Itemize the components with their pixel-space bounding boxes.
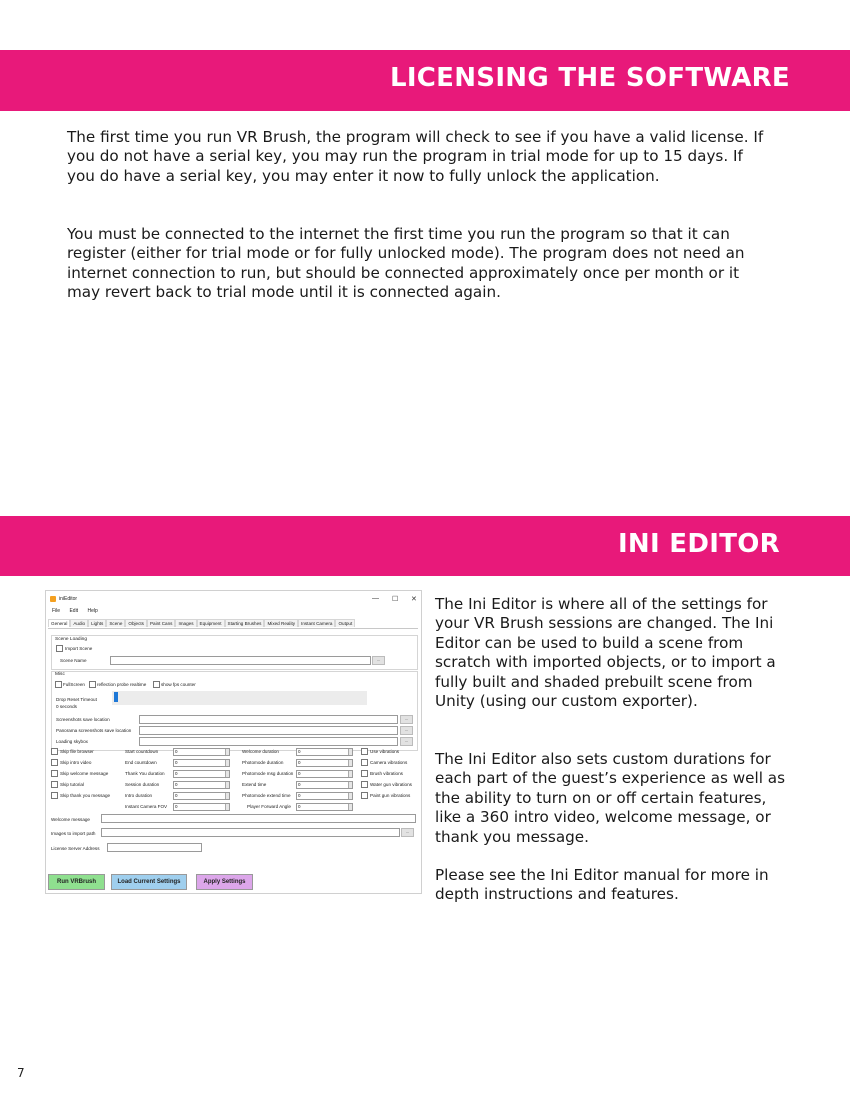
field-label: Intro duration xyxy=(125,793,153,798)
load-settings-button[interactable]: Load Current Settings xyxy=(111,874,187,890)
license-server-input[interactable] xyxy=(107,843,202,852)
field-label: Thank You duration xyxy=(125,771,165,776)
extend-time-stepper[interactable]: 0 xyxy=(296,781,353,789)
tab-general[interactable]: General xyxy=(48,619,70,627)
drop-reset-slider[interactable] xyxy=(112,691,367,705)
field-label: Welcome message xyxy=(51,817,90,822)
app-icon xyxy=(50,596,56,602)
tab-mixed-reality[interactable]: Mixed Reality xyxy=(264,619,298,627)
checkbox-label: Skip intro video xyxy=(60,760,92,765)
checkbox-label: FullScreen xyxy=(63,682,85,687)
use-vibrations-checkbox[interactable] xyxy=(361,748,368,755)
skip-intro-video-checkbox[interactable] xyxy=(51,759,58,766)
field-label: End countdown xyxy=(125,760,157,765)
screenshots-path-input[interactable] xyxy=(139,715,398,724)
panorama-path-input[interactable] xyxy=(139,726,398,735)
paragraph: The Ini Editor also sets custom durations for each part of the guest’s experience as well as the ability to turn on or off certain features, like a 360 intro video, welcome message, or thank you message. xyxy=(435,750,785,846)
menu-bar xyxy=(52,608,106,616)
menu-file[interactable]: File xyxy=(52,608,61,614)
browse-button[interactable]: ... xyxy=(401,828,414,837)
scene-name-input[interactable] xyxy=(110,656,371,665)
skip-welcome-checkbox[interactable] xyxy=(51,770,58,777)
instant-camera-fov-stepper[interactable]: 0 xyxy=(173,803,230,811)
menu-edit[interactable]: Edit xyxy=(69,608,79,614)
tab-lights[interactable]: Lights xyxy=(88,619,106,627)
import-scene-checkbox[interactable] xyxy=(56,645,63,652)
end-countdown-stepper[interactable]: 0 xyxy=(173,759,230,767)
paragraph: You must be connected to the internet the first time you run the program so that it can register (either for trial mode or for fully unlocked mode). The program does not need an internet connection to run, but should be connected approximately once per month or it may revert back to trial mode until it is connected again. xyxy=(67,225,745,302)
section-heading: LICENSING THE SOFTWARE xyxy=(389,63,790,93)
field-label: Drop Reset Timeout xyxy=(56,697,97,702)
tab-output[interactable]: Output xyxy=(335,619,355,627)
reflection-checkbox[interactable] xyxy=(89,681,96,688)
close-icon[interactable]: ✕ xyxy=(411,596,417,603)
welcome-duration-stepper[interactable]: 0 xyxy=(296,748,353,756)
player-forward-angle-stepper[interactable]: 0 xyxy=(296,803,353,811)
menu-help[interactable]: Help xyxy=(87,608,98,614)
field-label: Loading skybox xyxy=(56,739,88,744)
checkbox-label: Water gun vibrations xyxy=(370,782,412,787)
checkbox-label: Import Scene xyxy=(65,646,93,651)
checkbox-label: Paint gun vibrations xyxy=(370,793,411,798)
field-label: Instant Camera FOV xyxy=(125,804,168,809)
skip-tutorial-checkbox[interactable] xyxy=(51,781,58,788)
thank-you-duration-stepper[interactable]: 0 xyxy=(173,770,230,778)
photomode-duration-stepper[interactable]: 0 xyxy=(296,759,353,767)
field-label: Photomode extend time xyxy=(242,793,291,798)
window-title: iniEditor xyxy=(59,596,78,602)
tab-scene[interactable]: Scene xyxy=(106,619,125,627)
tab-instant-camera[interactable]: Instant Camera xyxy=(298,619,335,627)
section-banner-ini-editor xyxy=(0,516,850,576)
page-number: 7 xyxy=(17,1066,25,1080)
skip-thank-you-checkbox[interactable] xyxy=(51,792,58,799)
photomode-msg-stepper[interactable]: 0 xyxy=(296,770,353,778)
minimize-icon[interactable]: — xyxy=(372,595,379,602)
brush-vibrations-checkbox[interactable] xyxy=(361,770,368,777)
checkbox-label: Brush vibrations xyxy=(370,771,403,776)
slider-thumb[interactable] xyxy=(114,692,118,702)
paint-gun-vibrations-checkbox[interactable] xyxy=(361,792,368,799)
session-duration-stepper[interactable]: 0 xyxy=(173,781,230,789)
browse-button[interactable]: ... xyxy=(400,715,413,724)
tab-starting-brushes[interactable]: Starting Brushes xyxy=(225,619,265,627)
tab-objects[interactable]: Objects xyxy=(125,619,147,627)
paragraph: Please see the Ini Editor manual for more in depth instructions and features. xyxy=(435,866,769,904)
group-label: Scene Loading xyxy=(55,637,88,642)
camera-vibrations-checkbox[interactable] xyxy=(361,759,368,766)
browse-button[interactable]: ... xyxy=(372,656,385,665)
checkbox-label: reflection probe realtime xyxy=(97,682,147,687)
fullscreen-checkbox[interactable] xyxy=(55,681,62,688)
water-gun-vibrations-checkbox[interactable] xyxy=(361,781,368,788)
checkbox-label: Skip thank you message xyxy=(60,793,111,798)
field-label: Welcome duration xyxy=(242,749,279,754)
field-label: Photomode msg duration xyxy=(242,771,294,776)
tab-paint-cans[interactable]: Paint Cans xyxy=(147,619,175,627)
maximize-icon[interactable]: ☐ xyxy=(392,596,399,603)
tab-strip xyxy=(48,619,418,629)
browse-button[interactable]: ... xyxy=(400,726,413,735)
checkbox-label: Skip welcome message xyxy=(60,771,109,776)
field-label: License Server Address xyxy=(51,846,100,851)
field-label: Session duration xyxy=(125,782,160,787)
section-heading: INI EDITOR xyxy=(617,529,780,559)
field-label: Photomode duration xyxy=(242,760,284,765)
checkbox-label: Use vibrations xyxy=(370,749,400,754)
browse-button[interactable]: ... xyxy=(400,737,413,746)
skybox-input[interactable] xyxy=(139,737,398,746)
field-label: Panorama screenshots save location xyxy=(56,728,132,733)
run-vrbrush-button[interactable]: Run VRBrush xyxy=(48,874,105,890)
photomode-extend-stepper[interactable]: 0 xyxy=(296,792,353,800)
checkbox-label: Skip tutorial xyxy=(60,782,85,787)
apply-settings-button[interactable]: Apply Settings xyxy=(196,874,253,890)
welcome-message-input[interactable] xyxy=(101,814,416,823)
checkbox-label: Camera vibrations xyxy=(370,760,408,765)
tab-images[interactable]: Images xyxy=(175,619,196,627)
slider-value: 0 seconds xyxy=(56,704,77,709)
window-titlebar xyxy=(50,595,418,605)
intro-duration-stepper[interactable]: 0 xyxy=(173,792,230,800)
tab-audio[interactable]: Audio xyxy=(70,619,88,627)
skip-file-browser-checkbox[interactable] xyxy=(51,748,58,755)
field-label: Screenshots save location xyxy=(56,717,110,722)
section-banner-licensing xyxy=(0,50,850,111)
field-label: Scene Name xyxy=(60,658,87,663)
field-label: Images to import path xyxy=(51,831,96,836)
tab-equipment[interactable]: Equipment xyxy=(197,619,225,627)
checkbox-label: Skip file browser xyxy=(60,749,94,754)
start-countdown-stepper[interactable]: 0 xyxy=(173,748,230,756)
ini-editor-screenshot xyxy=(45,590,422,894)
field-label: Player Forward Angle xyxy=(247,804,291,809)
field-label: Start countdown xyxy=(125,749,159,754)
checkbox-label: show fps counter xyxy=(161,682,196,687)
group-label: Misc xyxy=(55,672,65,677)
fps-counter-checkbox[interactable] xyxy=(153,681,160,688)
paragraph: The first time you run VR Brush, the program will check to see if you have a valid license. If you do not have a serial key, you may run the program in trial mode for up to 15 days. If you do have a serial key, you may enter it now to fully unlock the application. xyxy=(67,128,764,185)
images-path-input[interactable] xyxy=(101,828,400,837)
paragraph: The Ini Editor is where all of the settings for your VR Brush sessions are changed. The Ini Editor can be used to build a scene from scratch with imported objects, or to import a fully built and shaded prebuilt scene from Unity (using our custom exporter). xyxy=(435,595,776,711)
field-label: Extend time xyxy=(242,782,267,787)
